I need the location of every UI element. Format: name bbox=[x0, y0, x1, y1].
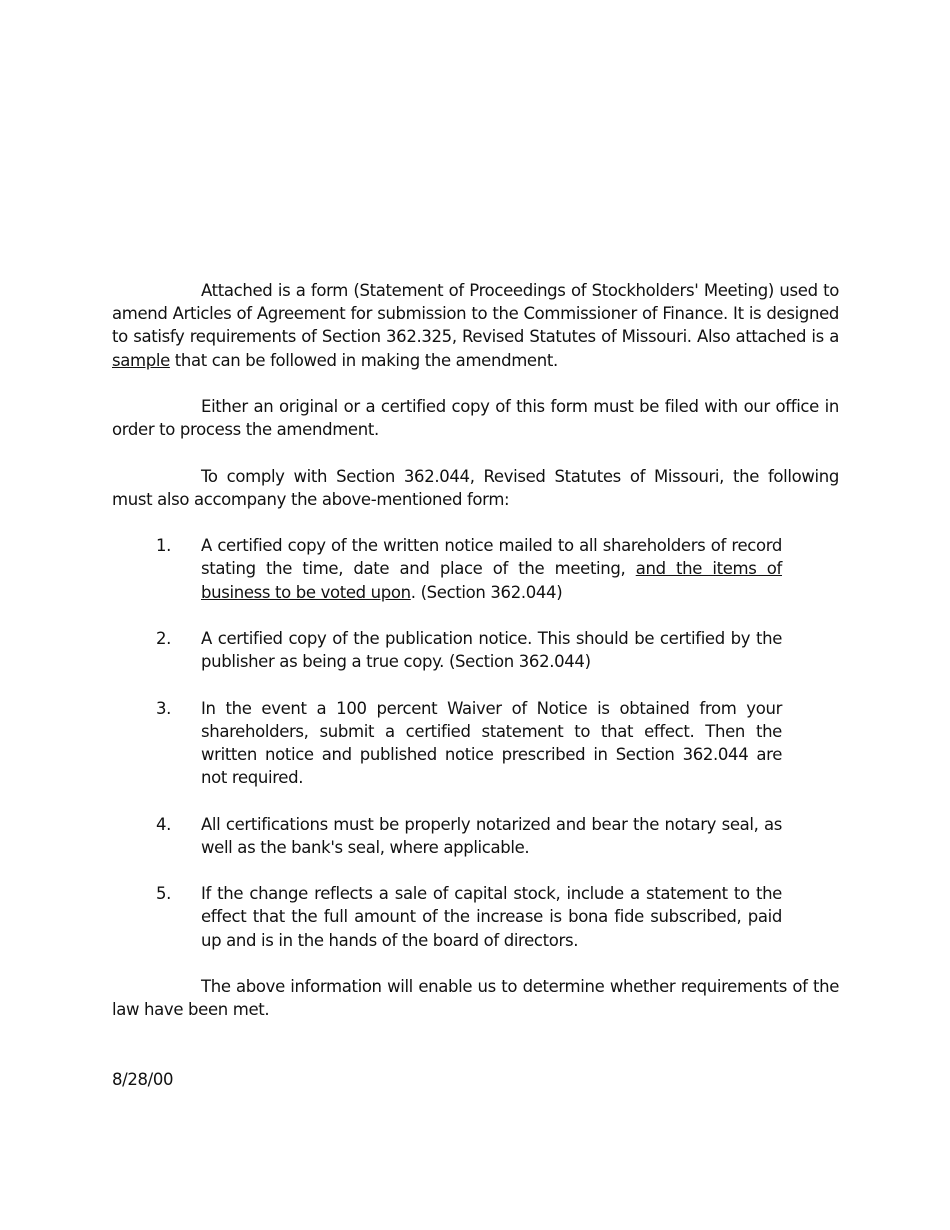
intro-paragraph bbox=[112, 279, 839, 372]
closing-paragraph: The above information will enable us to determine whether requirements of the law have been met. bbox=[112, 976, 839, 1020]
list-item-number: 5. bbox=[156, 884, 172, 904]
list-item-number: 4. bbox=[156, 814, 172, 834]
document-body bbox=[112, 279, 839, 1091]
list-item-text: In the event a 100 percent Waiver of Notice is obtained from your shareholders, submit a certified statement to that effect. Then the written notice and published notice prescribed in Section 362.044 are not required. bbox=[201, 698, 782, 788]
list-item-text: All certifications must be properly notarized and bear the notary seal, as well as the bank's seal, where applicable. bbox=[201, 814, 782, 857]
document-date: 8/28/00 bbox=[112, 1069, 174, 1089]
compliance-paragraph: To comply with Section 362.044, Revised Statutes of Missouri, the following must also accompany the above-mentioned form: bbox=[112, 466, 839, 509]
voting-items-emphasis: and the items of business to be voted upon bbox=[201, 559, 782, 602]
list-item-number: 1. bbox=[156, 536, 172, 556]
list-item-text: A certified copy of the publication notice. This should be certified by the publisher as being a true copy. (Section 362.044) bbox=[201, 628, 782, 672]
sample-reference: sample bbox=[112, 350, 170, 370]
list-item bbox=[112, 534, 839, 604]
list-item bbox=[112, 882, 839, 952]
list-item bbox=[112, 813, 839, 859]
list-item-text-start: A certified copy of the written notice mailed to all shareholders of record stating the time, date and place of the meeting, bbox=[201, 536, 782, 579]
list-item-text bbox=[201, 534, 782, 604]
list-item-number: 2. bbox=[156, 628, 172, 648]
intro-text-start: Attached is a form (Statement of Proceedings of Stockholders' Meeting) used to amend Articles of Agreement for submission to the Commissioner of Finance. It is designed to satisfy requirements of Section 362.325, Revised Statutes of Missouri. Also attached is a bbox=[112, 281, 839, 347]
intro-text-end: that can be followed in making the amendment. bbox=[169, 350, 558, 370]
requirements-list bbox=[112, 534, 839, 952]
list-item bbox=[112, 627, 839, 673]
list-item-text-end: . (Section 362.044) bbox=[410, 582, 563, 602]
list-item-number: 3. bbox=[156, 698, 172, 718]
filing-paragraph: Either an original or a certified copy of this form must be filed with our office in order to process the amendment. bbox=[112, 397, 839, 440]
list-item-text: If the change reflects a sale of capital stock, include a statement to the effect that the full amount of the increase is bona fide subscribed, paid up and is in the hands of the board of directors. bbox=[201, 884, 782, 950]
list-item bbox=[112, 697, 839, 790]
